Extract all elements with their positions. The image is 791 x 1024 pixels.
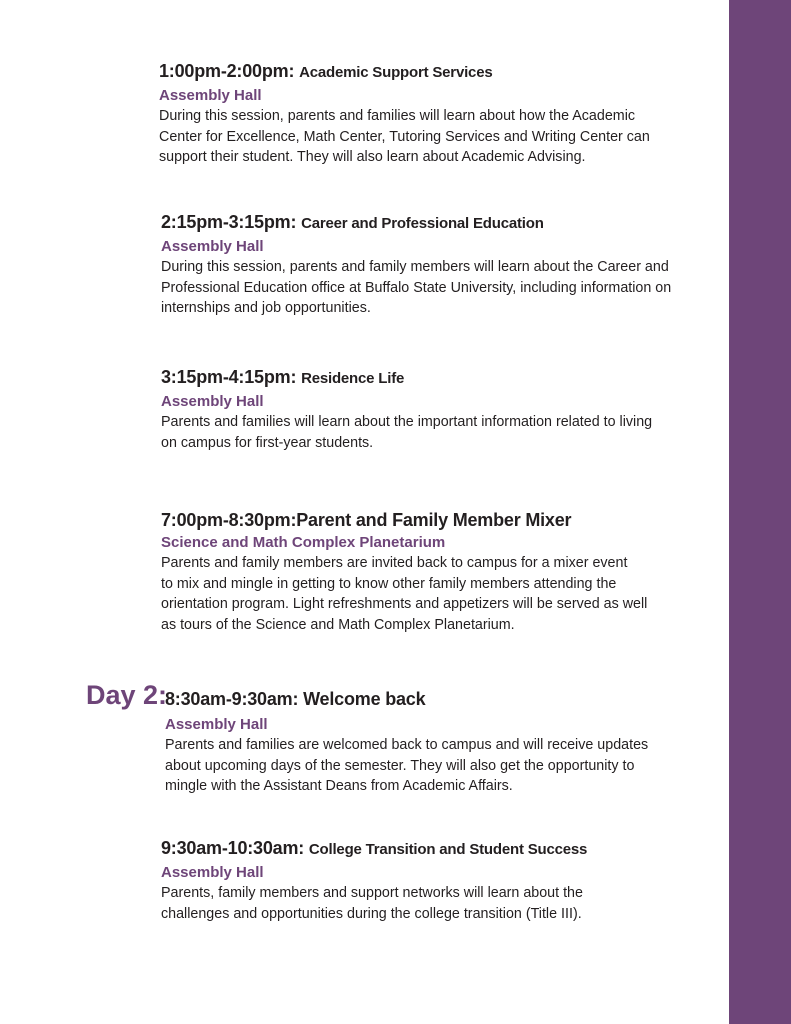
description-line: Parents and families will learn about the important information related to living	[161, 414, 653, 430]
description-line: Parents and families are welcomed back to campus and will receive updates	[165, 737, 649, 753]
decorative-side-bar	[729, 0, 791, 1024]
description-line: Professional Education office at Buffalo State University, including information on	[161, 279, 672, 296]
day-2-label: Day 2:	[86, 680, 168, 710]
description-line: Center for Excellence, Math Center, Tutoring Services and Writing Center can	[159, 128, 650, 145]
session-time: 8:30am-9:30am:	[165, 689, 299, 709]
description-line: on campus for first-year students.	[161, 434, 374, 451]
session-title: College Transition and Student Success	[308, 841, 588, 858]
session-residence-life	[161, 366, 721, 453]
description-line: to mix and mingle in getting to know other family members attending the	[161, 575, 617, 592]
session-location: Assembly Hall	[165, 716, 268, 733]
session-college-transition	[161, 837, 721, 924]
description-line: mingle with the Assistant Deans from Academic Affairs.	[165, 778, 513, 794]
session-title: Academic Support Services	[299, 64, 493, 81]
session-location: Assembly Hall	[161, 864, 264, 881]
session-description	[161, 257, 721, 319]
session-description	[159, 106, 719, 168]
session-location: Assembly Hall	[159, 87, 262, 104]
session-time: 9:30am-10:30am:	[161, 838, 305, 858]
session-academic-support	[159, 60, 719, 168]
session-heading	[161, 509, 721, 531]
session-heading	[161, 366, 721, 390]
description-line: During this session, parents and families will learn about how the Academic	[159, 108, 636, 124]
session-description	[165, 735, 725, 797]
session-heading	[165, 688, 725, 710]
description-line: Parents and family members are invited back to campus for a mixer event	[161, 555, 628, 571]
session-time: 1:00pm-2:00pm:	[159, 61, 295, 81]
description-line: Parents, family members and support networks will learn about the	[161, 885, 583, 901]
description-line: as tours of the Science and Math Complex Planetarium.	[161, 616, 515, 633]
session-title: Welcome back	[303, 689, 426, 709]
description-line: internships and job opportunities.	[161, 300, 371, 316]
session-location: Assembly Hall	[161, 393, 264, 410]
session-title: Parent and Family Member Mixer	[296, 510, 572, 530]
session-heading	[161, 211, 721, 235]
session-welcome-back	[165, 688, 725, 797]
session-time: 3:15pm-4:15pm:	[161, 367, 297, 387]
description-line: about upcoming days of the semester. They will also get the opportunity to	[165, 757, 635, 774]
session-heading	[161, 837, 721, 861]
session-heading	[159, 60, 719, 84]
session-location: Assembly Hall	[161, 238, 264, 255]
session-title: Residence Life	[301, 370, 405, 387]
session-time: 2:15pm-3:15pm:	[161, 212, 297, 232]
session-description	[161, 883, 721, 924]
description-line: During this session, parents and family members will learn about the Career and	[161, 259, 669, 275]
session-time: 7:00pm-8:30pm:	[161, 510, 297, 530]
session-career-education	[161, 211, 721, 319]
description-line: challenges and opportunities during the college transition (Title III).	[161, 905, 582, 922]
session-title: Career and Professional Education	[301, 215, 544, 232]
session-description	[161, 553, 721, 635]
session-description	[161, 412, 721, 453]
description-line: orientation program. Light refreshments and appetizers will be served as well	[161, 596, 648, 612]
description-line: support their student. They will also learn about Academic Advising.	[159, 149, 586, 165]
session-location: Science and Math Complex Planetarium	[161, 534, 446, 551]
session-family-mixer	[161, 509, 721, 635]
